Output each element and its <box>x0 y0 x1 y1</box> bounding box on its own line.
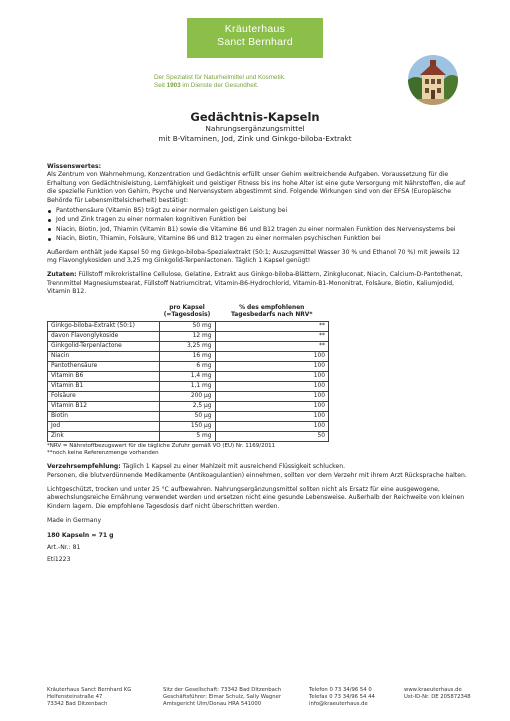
head-nrv-l2: Tagesbedarfs nach NRV* <box>231 311 313 318</box>
footer-legal <box>163 687 281 709</box>
row-value: 16 mg <box>159 351 215 361</box>
table-head-per-capsule <box>159 303 215 322</box>
row-name: Vitamin B6 <box>48 371 160 381</box>
usage-warning: Personen, die blutverdünnende Medikamente (Antikoagulantien) einnehmen, sollten vor dem Verzehr mit ihrem Arzt Rücksprache halten. <box>47 471 467 479</box>
row-name: Pantothensäure <box>48 361 160 371</box>
storage-note: Lichtgeschützt, trocken und unter 25 °C aufbewahren. Nahrungsergänzungsmittel sollten nicht als Ersatz für eine ausgewogene, abwechslungsreiche Ernährung verwendet werden und ersetzen nicht eine gesunde Lebensweise. Außerhalb der Reichweite von kleinen Kindern lagern. Die empfohlene Tagesdosis darf nicht überschritten werden. <box>47 485 465 510</box>
extract-content: Außerdem enthält jede Kapsel 50 mg Ginkgo-biloba-Spezialextrakt (50:1; Auszugsmittel Wasser 30 % und Ethanol 70 %) mit jeweils 12 mg Flavonglykosiden und 3,25 mg Ginkgolid-Terpenlactonen. Täglich 1 Kapsel genügt! <box>47 248 460 265</box>
footer-street: Helfensteinstraße 47 <box>47 694 103 701</box>
usage-text: Täglich 1 Kapsel zu einer Mahlzeit mit ausreichend Flüssigkeit schlucken. <box>120 463 346 471</box>
row-nrv: 100 <box>215 361 329 371</box>
table-row <box>48 351 329 361</box>
table-row <box>48 331 329 341</box>
table-head-blank <box>48 303 160 322</box>
row-value: 1,1 mg <box>159 381 215 391</box>
eti-code: Eti1223 <box>47 556 71 564</box>
row-nrv: 100 <box>215 381 329 391</box>
ingredients-label: Zutaten: <box>47 271 77 279</box>
row-value: 200 µg <box>159 391 215 401</box>
ingredients-text: Füllstoff mikrokristalline Cellulose, Gelatine, Extrakt aus Ginkgo-biloba-Blättern, Zinkgluconat, Niacin, Calcium-D-Pantothenat, Trennmittel Magnesiumstearat, Füllstoff Natriumcitrat, Vitamin-B6-Hydrochlorid, Vitamin-B1-Mononitrat, Folsäure, Biotin, Kaliumjodid, Vitamin B12. <box>47 271 463 296</box>
table-row <box>48 421 329 431</box>
row-nrv: ** <box>215 321 329 331</box>
footer-vat-id: Ust-ID-Nr. DE 205872348 <box>404 694 471 701</box>
row-name: Folsäure <box>48 391 160 401</box>
footnote-no-reference: **noch keine Referenzmenge vorhanden <box>47 449 159 456</box>
efsa-claims-list <box>47 207 467 244</box>
usage-label: Verzehrsempfehlung: <box>47 463 121 471</box>
table-row <box>48 361 329 371</box>
table-footnotes <box>47 443 467 457</box>
row-name: davon Flavonglykoside <box>48 331 160 341</box>
row-name: Biotin <box>48 411 160 421</box>
claim-item: Jod und Zink tragen zu einer normalen kognitiven Funktion bei <box>47 216 467 224</box>
head-per-capsule-l2: (=Tagesdosis) <box>163 311 211 318</box>
product-header <box>0 110 510 144</box>
origin: Made in Germany <box>47 517 102 525</box>
footer-email[interactable]: info@kraeuterhaus.de <box>309 701 368 708</box>
table-row <box>48 381 329 391</box>
row-value: 12 mg <box>159 331 215 341</box>
row-nrv: ** <box>215 331 329 341</box>
row-name: Ginkgolid-Terpenlactone <box>48 341 160 351</box>
row-name: Vitamin B12 <box>48 401 160 411</box>
row-nrv: 100 <box>215 391 329 401</box>
table-row <box>48 411 329 421</box>
head-per-capsule-l1: pro Kapsel <box>169 304 205 311</box>
product-info <box>47 163 467 565</box>
footer-managers: Geschäftsführer: Elmar Schulz, Sally Wagner <box>163 694 282 701</box>
head-nrv-l1: % des empfohlenen <box>239 304 305 311</box>
row-nrv: 100 <box>215 401 329 411</box>
claim-item: Niacin, Biotin, Thiamin, Folsäure, Vitamine B6 und B12 tragen zu einer normalen psychischen Funktion bei <box>47 235 467 243</box>
table-head-nrv <box>215 303 329 322</box>
row-nrv: 50 <box>215 431 329 441</box>
table-row <box>48 321 329 331</box>
row-name: Jod <box>48 421 160 431</box>
footer-website[interactable]: www.kraeuterhaus.de <box>404 687 462 693</box>
product-subtitle-1: Nahrungsergänzungsmittel <box>205 124 305 133</box>
brand-logo <box>187 18 323 58</box>
footer-web <box>404 687 471 701</box>
row-value: 2,5 µg <box>159 401 215 411</box>
footer-phone: Telefon 0 73 34/96 54 0 <box>309 687 372 693</box>
row-nrv: 100 <box>215 411 329 421</box>
footer-fax: Telefax 0 73 34/96 54 44 <box>309 694 375 701</box>
tagline-line2 <box>154 82 286 90</box>
table-row <box>48 391 329 401</box>
footer-seat: Sitz der Gesellschaft: 73342 Bad Ditzenbach <box>163 687 282 693</box>
row-value: 50 mg <box>159 321 215 331</box>
product-subtitle-2: mit B-Vitaminen, Jod, Zink und Ginkgo-biloba-Extrakt <box>158 134 352 143</box>
ingredients <box>47 271 467 296</box>
brand-name-line1: Kräuterhaus <box>224 23 286 35</box>
brand-tagline <box>154 74 286 90</box>
claim-item: Pantothensäure (Vitamin B5) trägt zu einer normalen geistigen Leistung bei <box>47 207 467 215</box>
table-row <box>48 341 329 351</box>
table-row <box>48 401 329 411</box>
product-title: Gedächtnis-Kapseln <box>190 110 320 124</box>
row-value: 50 µg <box>159 411 215 421</box>
footer-address <box>47 687 131 709</box>
info-heading: Wissenswertes: <box>47 163 102 170</box>
row-name: Zink <box>48 431 160 441</box>
row-nrv: 100 <box>215 421 329 431</box>
tagline-post: im Dienste der Gesundheit. <box>180 82 259 89</box>
package-size: 180 Kapseln = 71 g <box>47 531 114 539</box>
footer-contact <box>309 687 375 709</box>
row-value: 1,4 mg <box>159 371 215 381</box>
table-row <box>48 371 329 381</box>
row-nrv: 100 <box>215 351 329 361</box>
claim-item: Niacin, Biotin, Jod, Thiamin (Vitamin B1) sowie die Vitamine B6 und B12 tragen zu einer normalen Funktion des Nervensystems bei <box>47 226 467 234</box>
row-name: Vitamin B1 <box>48 381 160 391</box>
footer-register: Amtsgericht Ulm/Donau HRA 541000 <box>163 701 262 708</box>
brand-name-line2: Sanct Bernhard <box>217 36 293 48</box>
row-value: 3,25 mg <box>159 341 215 351</box>
footer-company: Kräuterhaus Sanct Bernhard KG <box>47 687 132 693</box>
footer-city: 73342 Bad Ditzenbach <box>47 701 108 708</box>
tagline-year: 1903 <box>166 82 181 89</box>
row-value: 6 mg <box>159 361 215 371</box>
building-photo <box>408 55 458 105</box>
tagline-line1: Der Spezialist für Naturheilmittel und Kosmetik. <box>154 74 286 81</box>
row-nrv: 100 <box>215 371 329 381</box>
nutrition-table <box>47 303 329 442</box>
row-value: 150 µg <box>159 421 215 431</box>
usage-recommendation <box>47 463 467 471</box>
row-nrv: ** <box>215 341 329 351</box>
info-intro: Als Zentrum von Wahrnehmung, Konzentration und Gedächtnis erfüllt unser Gehirn weitreichende Aufgaben. Voraussetzung für die Erhaltung von Gedächtnisleistung, Lernfähigkeit und geistiger Fitness bis ins hohe Alter ist eine gute Versorgung mit Nährstoffen, die auf die spezielle Funktion von Gehirn, Psyche und Nervensystem abgestimmt sind. Folgende Wirkungen sind von der EFSA (Europäische Behörde für Lebensmittelsicherheit) bestätigt: <box>47 171 466 204</box>
footnote-nrv: *NRV = Nährstoffbezugswert für die tägliche Zufuhr gemäß VO (EU) Nr. 1169/2011 <box>47 442 276 449</box>
row-name: Niacin <box>48 351 160 361</box>
row-value: 5 mg <box>159 431 215 441</box>
tagline-pre: Seit <box>154 82 167 89</box>
row-name: Ginkgo-biloba-Extrakt (50:1) <box>48 321 160 331</box>
article-number: Art.-Nr.: 81 <box>47 543 81 551</box>
table-row <box>48 431 329 441</box>
